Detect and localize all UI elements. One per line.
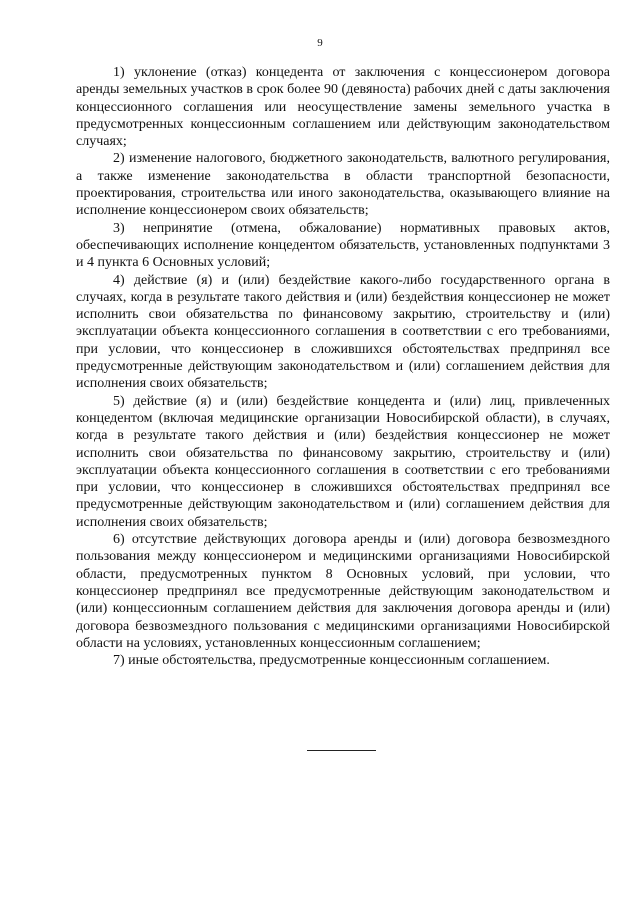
end-divider bbox=[307, 750, 376, 751]
paragraph-item-6: 6) отсутствие действующих договора аренды и (или) договора безвозмездного пользования между концессионером и медицинскими организациями Новосибирской области, предусмотренных пунктом 8 Основных условий, при условии, что концессионер предпринял все предусмотренные действующим законодательством и (или) концессионным соглашением действия для заключения договора аренды и (или) договора безвозмездного пользования с медицинскими организациями Новосибирской области на условиях, установленных концессионным соглашением; bbox=[76, 532, 610, 651]
paragraph-item-7: 7) иные обстоятельства, предусмотренные концессионным соглашением. bbox=[113, 653, 550, 669]
paragraph-item-1: 1) уклонение (отказ) концедента от заключения с концессионером договора аренды земельных участков в срок более 90 (девяноста) рабочих дней с даты заключения концессионного соглашения или неосуществление замены земельного участка в предусмотренных концессионным соглашением или действующим законодательством случаях; bbox=[76, 65, 610, 150]
paragraph-item-3: 3) непринятие (отмена, обжалование) нормативных правовых актов, обеспечивающих исполнение концедентом обязательств, установленных подпунктами 3 и 4 пункта 6 Основных условий; bbox=[76, 220, 610, 271]
paragraph-item-5: 5) действие (я) и (или) бездействие концедента и (или) лиц, привлеченных концедентом (включая медицинские организации Новосибирской области), в случаях, когда в результате такого действия и (или) бездействия концессионер не может исполнить свои обязательства по финансовому закрытию, строительству и (или) эксплуатации объекта концессионного соглашения в соответствии с его требованиями при условии, что концессионер в сложившихся обстоятельствах предпринял все предусмотренные действующим законодательством и (или) соглашением действия для исполнения своих обязательств; bbox=[76, 393, 610, 530]
paragraph-item-4: 4) действие (я) и (или) бездействие какого-либо государственного органа в случаях, когда в результате такого действия и (или) бездействия концессионер не может исполнить свои обязательства по финансовому закрытию, строительству и (или) эксплуатации объекта концессионного соглашения в соответствии с его требованиями, при условии, что концессионер в сложившихся обстоятельствах предпринял все предусмотренные действующим законодательством и (или) соглашением действия для исполнения своих обязательств; bbox=[76, 272, 610, 392]
page-number: 9 bbox=[317, 37, 323, 49]
document-body bbox=[76, 64, 610, 669]
paragraph-item-2: 2) изменение налогового, бюджетного законодательств, валютного регулирования, а также изменение законодательства в области транспортной безопасности, проектирования, строительства или иного законодательства, оказывающего влияние на исполнение концессионером своих обязательств; bbox=[76, 151, 610, 219]
